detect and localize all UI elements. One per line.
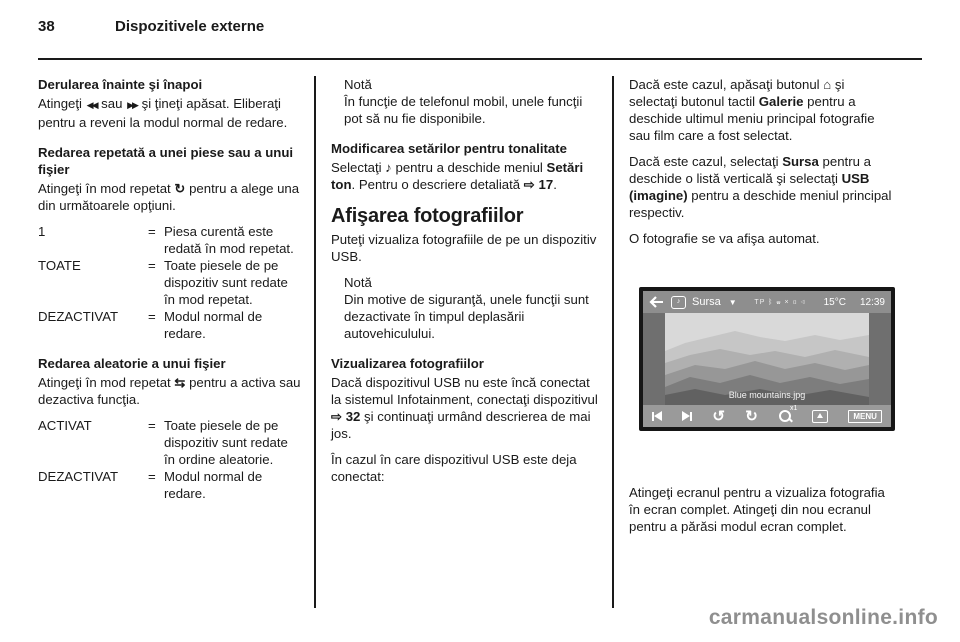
button-name: Galerie xyxy=(758,94,804,109)
option-row xyxy=(38,468,301,502)
option-def: Piesa curentă este redată în mod repetat. xyxy=(164,224,294,256)
option-term: 1 xyxy=(38,224,46,239)
option-row xyxy=(38,417,301,468)
para-rewind: Atingeţi ◀◀ sau ▶▶ şi ţineţi apăsat. Eliberaţi pentru a reveni la modul normal de redare. xyxy=(38,96,288,130)
equals-sign: = xyxy=(148,418,156,433)
para-photos: Puteţi vizualiza fotografiile de pe un dispozitiv USB. xyxy=(331,232,597,264)
option-row xyxy=(38,308,301,342)
option-term: ACTIVAT xyxy=(38,418,92,433)
infotainment-figure xyxy=(629,256,905,472)
screen-top-bar xyxy=(643,291,891,313)
temperature-readout: 15°C xyxy=(823,296,846,308)
chevron-down-icon: ▼ xyxy=(728,297,737,307)
para-auto: O fotografie se va afişa automat. xyxy=(629,231,820,246)
column-divider xyxy=(612,76,614,608)
option-term: DEZACTIVAT xyxy=(38,309,119,324)
next-image-icon xyxy=(682,411,692,421)
option-row xyxy=(38,223,301,257)
chapter-title: Dispozitivele externe xyxy=(115,18,265,35)
shuffle-icon: ⇆ xyxy=(174,375,186,390)
photo-filename-caption: Blue mountains.jpg xyxy=(728,390,806,400)
clock-readout: 12:39 xyxy=(859,296,885,308)
heading-shuffle: Redarea aleatorie a unui fişier xyxy=(38,356,226,371)
shuffle-options xyxy=(38,417,301,502)
watermark: carmanualsonline.info xyxy=(708,606,938,629)
note-block xyxy=(344,274,598,342)
heading-view: Vizualizarea fotografiilor xyxy=(331,356,484,371)
page-reference: ⇨ 32 xyxy=(331,409,361,424)
menu-name: Sursa xyxy=(782,154,819,169)
equals-sign: = xyxy=(148,224,156,239)
option-term: DEZACTIVAT xyxy=(38,469,119,484)
media-source-icon: ♪ xyxy=(671,296,686,309)
equals-sign: = xyxy=(148,258,156,273)
zoom-icon xyxy=(778,405,798,423)
para-source: Dacă este cazul, selectaţi Sursa pentru a deschide o listă verticală şi selectaţi USB (imagine) pentru a deschide meniul principal respectiv. xyxy=(629,154,892,220)
menu-button: MENU xyxy=(848,410,882,423)
menu-name: USB (imagine) xyxy=(629,171,870,203)
option-def: Modul normal de redare. xyxy=(164,469,263,501)
option-term: TOATE xyxy=(38,258,81,273)
heading-photos: Afişarea fotografiilor xyxy=(331,205,524,227)
equals-sign: = xyxy=(148,469,156,484)
menu-name: Setări ton xyxy=(331,160,584,192)
para-tone: Selectaţi ♪ pentru a deschide meniul Setări ton. Pentru o descriere detaliată ⇨ 17. xyxy=(331,160,584,192)
previous-image-icon xyxy=(652,411,662,421)
repeat-icon: ↻ xyxy=(174,181,186,196)
fast-forward-icon: ▶▶ xyxy=(127,100,137,110)
repeat-options xyxy=(38,223,301,342)
note-block xyxy=(344,76,598,127)
page-number: 38 xyxy=(38,18,55,35)
note-label: Notă xyxy=(344,275,372,290)
option-def: Toate piesele de pe dispozitiv sunt redate în mod repetat. xyxy=(164,258,288,307)
back-icon xyxy=(649,296,665,308)
screen-toolbar xyxy=(643,405,891,427)
status-icons: TP ᛒ ☎ × ▯ ◁ xyxy=(754,298,806,306)
para-view: Dacă dispozitivul USB nu este încă conectat la sistemul Infotainment, conectaţi dispozitivul ⇨ 32 şi continuaţi urmând descrierea de mai jos. xyxy=(331,375,598,441)
column-3 xyxy=(629,76,896,256)
note-text: În funcţie de telefonul mobil, unele funcţii pot să nu fie disponibile. xyxy=(344,94,583,126)
photo-image xyxy=(665,313,869,405)
zoom-level-label: x1 xyxy=(789,405,798,412)
heading-repeat: Redarea repetată a unei piese sau a unui fişier xyxy=(38,145,294,177)
para-repeat: Atingeţi în mod repetat ↻ pentru a alege una din următoarele opţiuni. xyxy=(38,181,300,213)
equals-sign: = xyxy=(148,309,156,324)
option-row xyxy=(38,257,301,308)
option-def: Toate piesele de pe dispozitiv sunt redate în ordine aleatorie. xyxy=(164,418,288,467)
slideshow-icon xyxy=(812,410,828,423)
note-label: Notă xyxy=(344,77,372,92)
para-gallery: Dacă este cazul, apăsaţi butonul ⌂ şi selectaţi butonul tactil Galerie pentru a deschide ultimul meniu principal fotografie sau film care a fost selectat. xyxy=(629,77,875,143)
header-rule xyxy=(38,58,922,60)
para-connected: În cazul în care dispozitivul USB este deja conectat: xyxy=(331,452,577,484)
column-1 xyxy=(38,76,301,511)
rotate-clockwise-icon: ↻ xyxy=(745,407,758,425)
photo-viewer-area xyxy=(643,313,891,405)
infotainment-screen xyxy=(639,287,895,431)
heading-rewind: Derularea înainte şi înapoi xyxy=(38,77,203,92)
rotate-counterclockwise-icon: ↺ xyxy=(712,407,725,425)
option-def: Modul normal de redare. xyxy=(164,309,263,341)
column-2 xyxy=(331,76,598,494)
heading-tone: Modificarea setărilor pentru tonalitate xyxy=(331,141,567,156)
para-shuffle: Atingeţi în mod repetat ⇆ pentru a activa sau dezactiva funcţia. xyxy=(38,375,301,407)
home-icon: ⌂ xyxy=(823,77,832,92)
page-reference: ⇨ 17 xyxy=(523,177,554,192)
para-fullscreen: Atingeţi ecranul pentru a vizualiza fotografia în ecran complet. Atingeţi din nou ecranul pentru a părăsi modul ecran complet. xyxy=(629,485,885,534)
note-text: Din motive de siguranţă, unele funcţii sunt dezactivate în timpul deplasării autovehiculului. xyxy=(344,292,589,341)
source-selector-label: Sursa xyxy=(692,296,721,308)
music-note-icon: ♪ xyxy=(385,160,392,175)
column-divider xyxy=(314,76,316,608)
column-3-lower xyxy=(629,484,896,544)
rewind-icon: ◀◀ xyxy=(86,100,97,110)
